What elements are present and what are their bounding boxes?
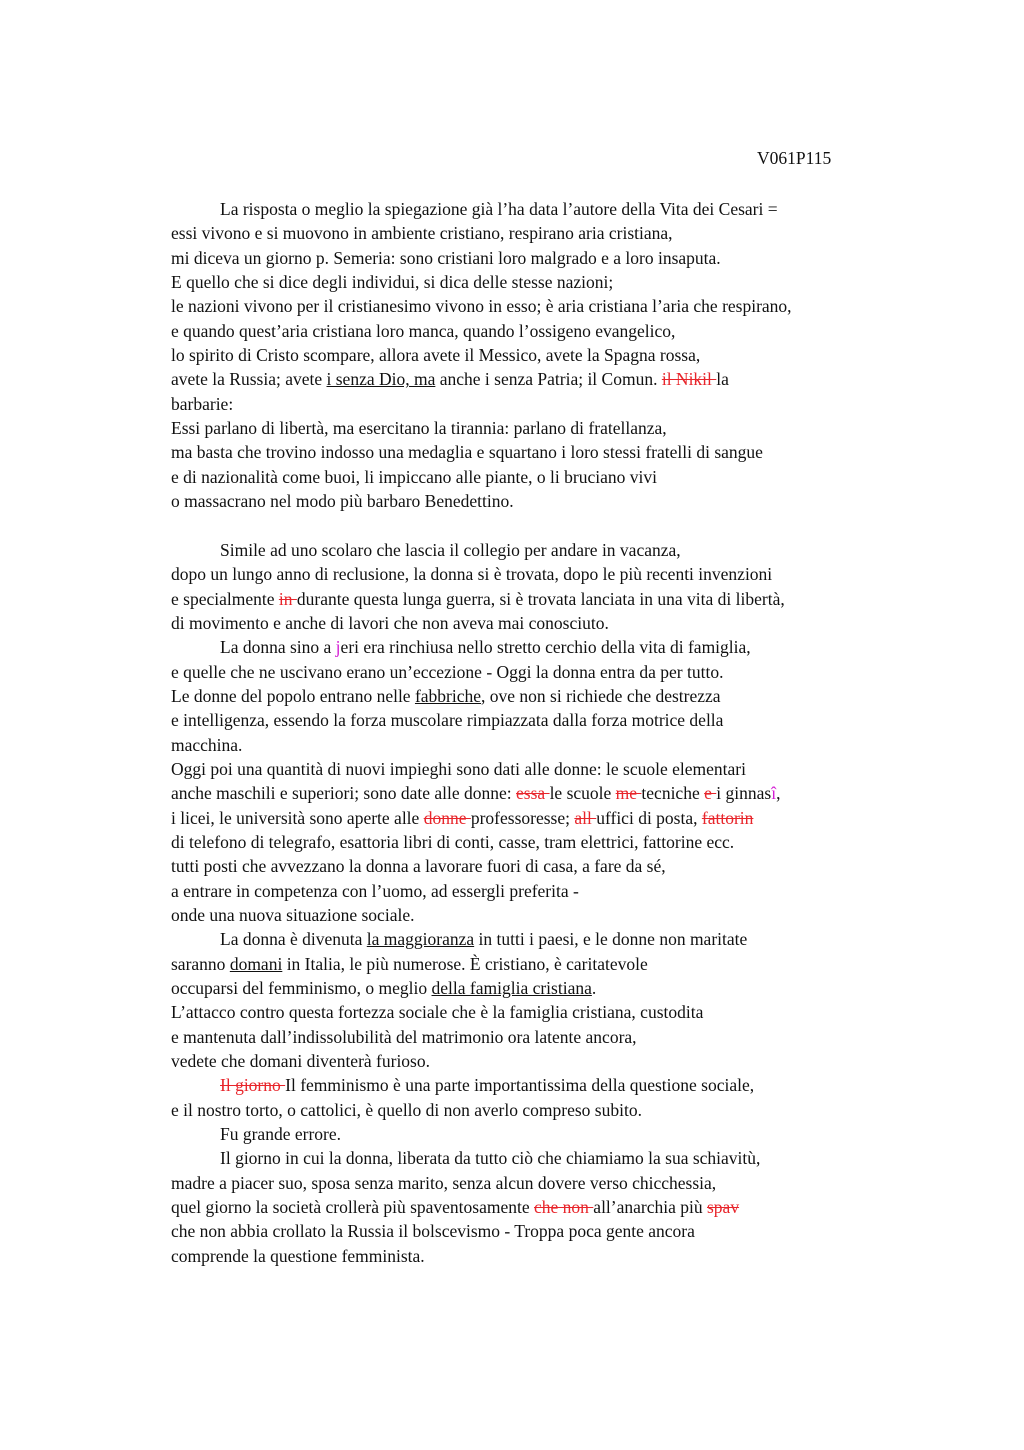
text-line	[171, 1000, 971, 1024]
text-line	[171, 1244, 971, 1268]
text-run: , ove non si richiede che destrezza	[481, 685, 721, 706]
text-line	[171, 903, 971, 927]
text-line	[171, 1146, 971, 1170]
text-run: quel giorno la società crollerà più spaventosamente	[171, 1197, 534, 1218]
text-line	[171, 416, 971, 440]
text-line	[171, 611, 971, 635]
text-line	[171, 246, 971, 270]
deleted-text: e	[704, 783, 717, 804]
text-line	[171, 927, 971, 951]
text-line	[171, 708, 971, 732]
text-run: e il nostro torto, o cattolici, è quello di non averlo compreso subito.	[171, 1099, 642, 1120]
text-run: .	[591, 978, 597, 998]
text-run: di movimento e anche di lavori che non aveva mai conosciuto.	[171, 612, 609, 633]
page-identifier: V061P115	[757, 148, 832, 168]
text-run: La donna è divenuta	[220, 929, 367, 950]
text-run: anche i senza Patria; il Comun.	[435, 369, 662, 390]
text-line	[171, 1073, 971, 1097]
text-line	[171, 270, 971, 294]
document-body	[171, 197, 971, 1268]
text-line	[171, 343, 971, 367]
text-line	[171, 489, 971, 513]
underlined-text: domani	[229, 953, 283, 974]
text-line	[171, 319, 971, 343]
text-run: di telefono di telegrafo, esattoria libri di conti, casse, tram elettrici, fattorine ecc.	[171, 831, 735, 852]
text-run: in Italia, le più numerose. È cristiano, è caritatevole	[282, 953, 648, 974]
text-run: e quelle che ne uscivano erano un’eccezione - Oggi la donna entra da per tutto.	[171, 661, 724, 682]
text-line	[171, 392, 971, 416]
text-line	[171, 587, 971, 611]
deleted-text: il Nikil	[661, 369, 717, 390]
deleted-text: Il giorno	[220, 1075, 286, 1096]
text-run: i licei, le università sono aperte alle	[171, 807, 424, 828]
text-line	[171, 830, 971, 854]
text-line	[171, 635, 971, 659]
text-line	[171, 465, 971, 489]
text-run: che non abbia crollato la Russia il bolscevismo - Troppa poca gente ancora	[171, 1221, 695, 1242]
text-line	[171, 684, 971, 708]
text-run: Il giorno in cui la donna, liberata da tutto ciò che chiamiamo la sua schiavitù,	[220, 1148, 761, 1169]
text-line	[171, 294, 971, 318]
text-run: vedete che domani diventerà furioso.	[171, 1051, 430, 1072]
text-run: essi vivono e si muovono in ambiente cristiano, respirano aria cristiana,	[171, 223, 673, 244]
underlined-text: la maggioranza	[366, 929, 475, 950]
text-run: Il femminismo è una parte importantissima della questione sociale,	[285, 1075, 755, 1096]
text-run: tutti posti che avvezzano la donna a lavorare fuori di casa, a fare da sé,	[171, 856, 666, 877]
text-line	[171, 1219, 971, 1243]
text-line	[171, 538, 971, 562]
text-run: e quando quest’aria cristiana loro manca, quando l’ossigeno evangelico,	[171, 320, 676, 341]
text-line	[171, 879, 971, 903]
text-run: i ginnas	[716, 783, 772, 804]
text-run: occuparsi del femminismo, o meglio	[171, 978, 432, 998]
text-run: L’attacco contro questa fortezza sociale che è la famiglia cristiana, custodita	[171, 1002, 704, 1023]
text-run: le scuole	[549, 783, 616, 804]
text-run: Simile ad uno scolaro che lascia il collegio per andare in vacanza,	[220, 539, 681, 560]
text-line	[171, 440, 971, 464]
deleted-text: donne	[423, 807, 471, 828]
text-line	[171, 1049, 971, 1073]
text-run: e specialmente	[171, 588, 279, 609]
text-run: ,	[776, 783, 781, 804]
text-run: saranno	[171, 953, 230, 974]
text-run: lo spirito di Cristo scompare, allora avete il Messico, avete la Spagna rossa,	[171, 345, 701, 366]
text-run: tecniche	[641, 783, 705, 804]
text-line	[171, 221, 971, 245]
text-run: barbarie:	[171, 393, 234, 414]
text-run: comprende la questione femminista.	[171, 1245, 425, 1266]
deleted-text: all	[574, 807, 597, 828]
text-run: Fu grande errore.	[220, 1124, 341, 1145]
text-line	[171, 367, 971, 391]
text-run: Essi parlano di libertà, ma esercitano la tirannia: parlano di fratellanza,	[171, 418, 667, 439]
text-line	[171, 806, 971, 830]
paragraph-gap	[171, 513, 971, 537]
text-run: all’anarchia più	[593, 1197, 707, 1218]
text-line	[171, 952, 971, 976]
text-run: a entrare in competenza con l’uomo, ad essergli preferita -	[171, 880, 579, 901]
text-run: e di nazionalità come buoi, li impiccano alle piante, o li bruciano vivi	[171, 466, 657, 487]
text-run: madre a piacer suo, sposa senza marito, senza alcun dovere verso chicchessia,	[171, 1172, 717, 1193]
text-line	[171, 854, 971, 878]
text-run: in tutti i paesi, e le donne non maritate	[474, 929, 748, 950]
text-line	[171, 757, 971, 781]
text-line	[171, 1025, 971, 1049]
text-line	[171, 781, 971, 805]
text-run: ma basta che trovino indosso una medaglia e squartano i loro stessi fratelli di sangue	[171, 442, 763, 463]
highlighted-character: j	[335, 637, 341, 658]
deleted-text: fattorin	[701, 807, 754, 828]
text-run: uffici di posta,	[596, 807, 702, 828]
text-run: La risposta o meglio la spiegazione già l’ha data l’autore della Vita dei Cesari =	[220, 199, 778, 219]
highlighted-character: î	[771, 783, 777, 804]
deleted-text: spav	[707, 1197, 740, 1218]
text-line	[171, 1122, 971, 1146]
text-run: anche maschili e superiori; sono date alle donne:	[171, 783, 517, 804]
text-run: Le donne del popolo entrano nelle	[171, 685, 415, 706]
text-run: Oggi poi una quantità di nuovi impieghi sono dati alle donne: le scuole elementari	[171, 758, 746, 779]
text-line	[171, 733, 971, 757]
text-run: professoresse;	[470, 807, 575, 828]
text-run: la	[716, 369, 729, 390]
text-run: avete la Russia; avete	[171, 369, 327, 390]
text-run: e mantenuta dall’indissolubilità del matrimonio ora latente ancora,	[171, 1026, 637, 1047]
text-run: onde una nuova situazione sociale.	[171, 904, 415, 925]
text-line	[171, 976, 971, 1000]
deleted-text: essa	[516, 783, 550, 804]
text-run: dopo un lungo anno di reclusione, la donna si è trovata, dopo le più recenti invenzioni	[171, 564, 773, 585]
deleted-text: in	[278, 588, 297, 609]
underlined-text: i senza Dio, ma	[326, 369, 436, 390]
deleted-text: me	[615, 783, 642, 804]
text-line	[171, 197, 971, 221]
text-run: o massacrano nel modo più barbaro Benedettino.	[171, 491, 514, 512]
text-run: le nazioni vivono per il cristianesimo vivono in esso; è aria cristiana l’aria che respirano,	[171, 296, 792, 317]
underlined-text: fabbriche	[414, 685, 482, 706]
text-run: mi diceva un giorno p. Semeria: sono cristiani loro malgrado e a loro insaputa.	[171, 247, 721, 268]
text-run: e intelligenza, essendo la forza muscolare rimpiazzata dalla forza motrice della	[171, 710, 724, 731]
text-run: E quello che si dice degli individui, si dica delle stesse nazioni;	[171, 272, 614, 293]
deleted-text: che non	[534, 1197, 594, 1218]
text-run: durante questa lunga guerra, si è trovata lanciata in una vita di libertà,	[296, 588, 785, 609]
text-line	[171, 562, 971, 586]
text-line	[171, 1195, 971, 1219]
text-run: La donna sino a	[220, 637, 336, 658]
text-run: macchina.	[171, 734, 243, 755]
text-line	[171, 1098, 971, 1122]
text-line	[171, 660, 971, 684]
underlined-text: della famiglia cristiana	[431, 978, 592, 998]
text-run: eri era rinchiusa nello stretto cerchio della vita di famiglia,	[340, 637, 751, 658]
text-line	[171, 1171, 971, 1195]
